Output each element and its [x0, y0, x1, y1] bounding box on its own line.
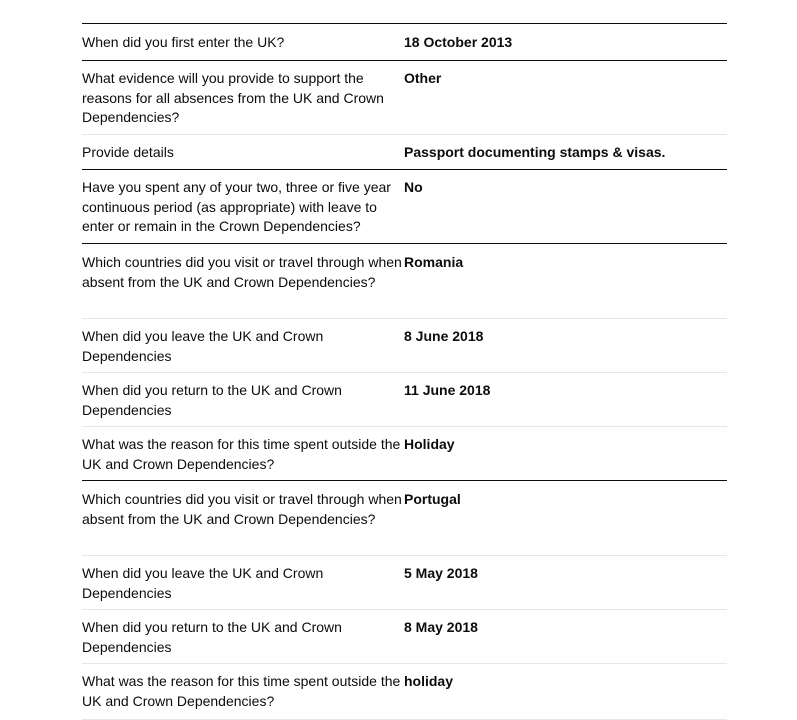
summary-answer: 8 June 2018 [404, 328, 484, 344]
summary-question: What was the reason for this time spent outside the UK and Crown Dependencies? [82, 436, 401, 472]
summary-question: What was the reason for this time spent outside the UK and Crown Dependencies? [82, 673, 401, 709]
summary-row [82, 664, 727, 720]
summary-question: When did you leave the UK and Crown Dependencies [82, 328, 324, 364]
summary-row [82, 556, 727, 610]
summary-question: When did you first enter the UK? [82, 34, 285, 50]
summary-question: Provide details [82, 144, 174, 160]
summary-row [82, 170, 727, 244]
summary-answer: Passport documenting stamps & visas. [404, 144, 666, 160]
summary-answer: Romania [404, 254, 464, 270]
summary-question: What evidence will you provide to support the reasons for all absences from the UK and Crown Dependencies? [82, 70, 384, 125]
summary-row [82, 373, 727, 427]
summary-question: Have you spent any of your two, three or five year continuous period (as appropriate) with leave to enter or remain in the Crown Dependencies? [82, 179, 391, 234]
summary-answer: Portugal [404, 491, 461, 507]
summary-answer: 11 June 2018 [404, 382, 491, 398]
summary-row [82, 61, 727, 135]
summary-question: When did you leave the UK and Crown Dependencies [82, 565, 324, 601]
summary-question: When did you return to the UK and Crown Dependencies [82, 382, 342, 418]
summary-answer: 8 May 2018 [404, 619, 478, 635]
summary-row [82, 135, 727, 170]
summary-row [82, 610, 727, 664]
summary-question: When did you return to the UK and Crown Dependencies [82, 619, 342, 655]
summary-question: Which countries did you visit or travel through when absent from the UK and Crown Dependencies? [82, 254, 402, 290]
summary-answer: 5 May 2018 [404, 565, 478, 581]
summary-answer: No [404, 179, 423, 195]
summary-answer: holiday [404, 673, 454, 689]
summary-list [82, 23, 727, 720]
summary-answer: Other [404, 70, 442, 86]
summary-row [82, 24, 727, 61]
summary-row [82, 427, 727, 481]
summary-question: Which countries did you visit or travel through when absent from the UK and Crown Dependencies? [82, 491, 402, 527]
summary-row [82, 319, 727, 373]
summary-answer: Holiday [404, 436, 455, 452]
summary-row [82, 481, 727, 556]
summary-answer: 18 October 2013 [404, 34, 513, 50]
summary-row [82, 244, 727, 319]
